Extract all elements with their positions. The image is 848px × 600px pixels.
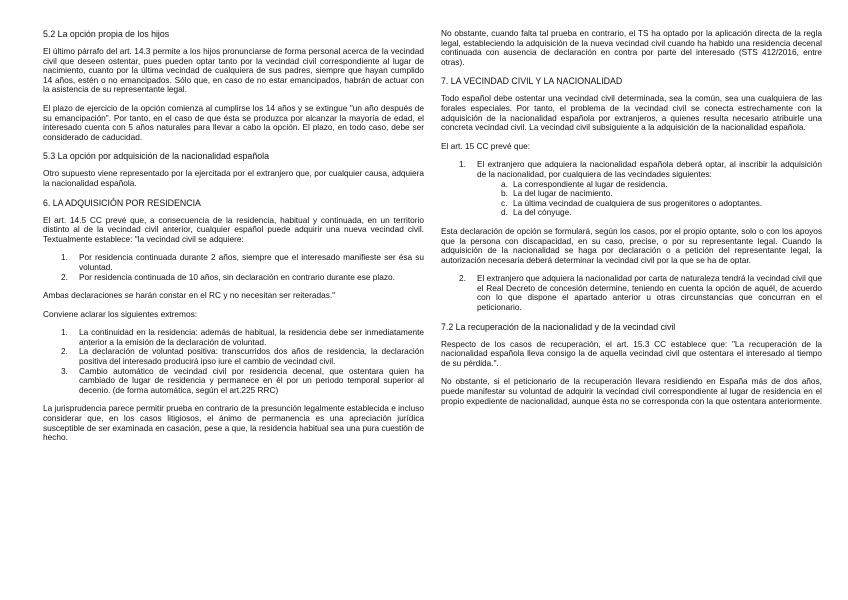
heading-6: 6. LA ADQUISICIÓN POR RESIDENCIA [43, 197, 201, 208]
paragraph: La jurisprudencia parece permitir prueba en contrario de la presunción legalmente establecida e incluso considerar que, en los casos litigiosos, el ánimo de permanencia es una apreciación jurídica susceptible de ser examinada en casación, pese a que, la residencia habitual sea una pura cuestión de hecho. [43, 403, 424, 443]
vecindad-options-list [477, 180, 822, 218]
list-item: b. La del lugar de nacimiento. [501, 188, 613, 199]
list-item: 1. La continuidad en la residencia: además de habitual, la residencia debe ser inmediatamente anterior a la emisión de la declaración de voluntad. [61, 327, 424, 347]
residence-list [43, 253, 424, 282]
paragraph: Ambas declaraciones se harán constar en el RC y no necesitan ser reiteradas." [43, 290, 336, 301]
list-item: 2. La declaración de voluntad positiva: transcurridos dos años de residencia, la declaración positiva del interesado producirá ipso iure el cambio de vecindad civil. [61, 346, 424, 367]
paragraph: Todo español debe ostentar una vecindad civil determinada, sea la común, sea una cualquiera de las forales especiales. Por tanto, el problema de la vecindad civil se conecta estrechamente con la adquisición de la nacionalidad española por extranjeros, a quienes resulta necesario atribuirle una concreta vecindad civil. La vecindad civil subsiguiente a la adquisición de la nacionalidad española. [441, 93, 822, 133]
heading-7-2: 7.2 La recuperación de la nacionalidad y de la vecindad civil [441, 321, 676, 332]
list-item: 2. Por residencia continuada de 10 años, sin declaración en contrario durante ese plazo. [61, 271, 395, 282]
paragraph: Esta declaración de opción se formulará, según los casos, por el propio optante, solo o con los apoyos que la persona con discapacidad, en su caso, precise, o por su representante legal. Cuando la adquisición de la nacionalidad se haga por declaración o a petición del representante legal, la autorización necesaria deberá determinar la vecindad civil por la que se ha de optar. [441, 225, 822, 265]
paragraph: El último párrafo del art. 14.3 permite a los hijos pronunciarse de forma personal acerca de la vecindad civil que deseen ostentar, pues pueden optar tanto por la vecindad civil correspondiente al lugar de nacimiento, cuanto por la última vecindad de cualquiera de sus padres, siempre que hayan cumplido 14 años, estén o no emancipados. Sólo que, en caso de no estar emancipados, habrán de actuar con la asistencia de su representante legal. [43, 46, 424, 95]
list-item: a. La correspondiente al lugar de residencia. [501, 178, 668, 189]
paragraph: No obstante, si el peticionario de la recuperación llevara residiendo en España más de dos años, puede manifestar su voluntad de adquirir la vecindad civil correspondiente al lugar de residencia en el propio expediente de nacionalidad, aunque ésta no se corresponda con la que ostentara anteriormente. [441, 376, 823, 406]
article-15-list-cont [441, 274, 822, 312]
list-item: 2. El extranjero que adquiera la nacionalidad por carta de naturaleza tendrá la vecindad civil que el Real Decreto de concesión determine, teniendo en cuenta la opción de aquél, de acuerdo con lo que dispone el apartado anterior u otras circunstancias que concurran en el peticionario. [459, 273, 823, 313]
right-column [441, 29, 822, 415]
list-item: 1. El extranjero que adquiera la nacionalidad española deberá optar, al inscribir la adquisición de la nacionalidad, por cualquiera de las vecindades siguientes: a. La correspondiente al lugar de residencia. b. La del lugar de nacimiento. c. La última vecindad de cualquiera de sus progenitores o adoptantes. d. La del cónyuge. [459, 159, 822, 218]
paragraph: El art. 15 CC prevé que: [441, 140, 531, 151]
paragraph: No obstante, cuando falta tal prueba en contrario, el TS ha optado por la aplicación directa de la regla legal, estableciendo la adquisición de la nueva vecindad civil cuando ha habido una residencia decenal continuada con ausencia de declaración en contra por parte del interesado (STS 412/2016, entre otras). [441, 28, 822, 67]
paragraph: Respecto de los casos de recuperación, el art. 15.3 CC establece que: "La recuperación de la nacionalidad española lleva consigo la de aquella vecindad civil que ostentara el interesado al tiempo de su pérdida.". [441, 338, 822, 368]
extremes-list [43, 328, 424, 395]
paragraph: El art. 14.5 CC prevé que, a consecuencia de la residencia, habitual y continuada, en un territorio distinto al de la vecindad civil anterior, cualquier español puede adquirir una nueva vecindad civil. Textualmente establece: "la vecindad civil se adquiere: [43, 214, 424, 244]
paragraph: Conviene aclarar los siguientes extremos: [43, 308, 198, 319]
paragraph: El plazo de ejercicio de la opción comienza al cumplirse los 14 años y se extingue "un año después de su emancipación". Por tanto, en el caso de que ésta se produzca por alcanzar la mayoría de edad, el interesado cuenta con 5 años naturales para llevar a cabo la opción. El plazo, en todo caso, debe ser considerado de caducidad. [43, 102, 424, 142]
list-item: d. La del cónyuge. [501, 207, 572, 218]
list-item: 1. Por residencia continuada durante 2 años, siempre que el interesado manifieste ser ésa su voluntad. [61, 252, 424, 272]
paragraph: Otro supuesto viene representado por la ejercitada por el extranjero que, por cualquier causa, adquiera la nacionalidad española. [43, 168, 424, 188]
heading-5-3: 5.3 La opción por adquisición de la nacionalidad española [43, 151, 269, 162]
heading-7: 7. LA VECINDAD CIVIL Y LA NACIONALIDAD [441, 76, 623, 87]
list-item: 3. Cambio automático de vecindad civil por residencia decenal, que ostentara quien ha cambiado de lugar de residencia y permanece en él por un periodo temporal superior al decenio. (de forma automática, según el art.225 RRC) [61, 365, 424, 395]
article-15-list [441, 160, 822, 218]
left-column [43, 29, 424, 452]
heading-5-2: 5.2 La opción propia de los hijos [43, 29, 170, 39]
list-item: c. La última vecindad de cualquiera de sus progenitores o adoptantes. [501, 197, 763, 208]
